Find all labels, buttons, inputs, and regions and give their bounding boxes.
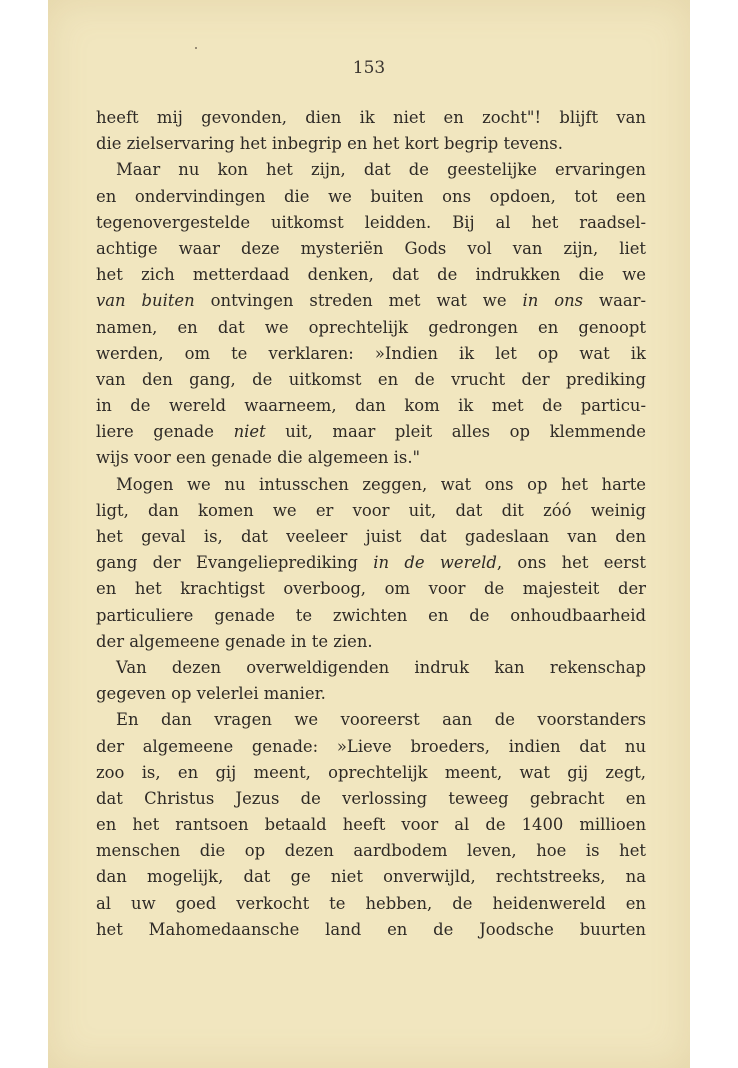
text-segment: dat Christus Jezus de verlossing teweeg gebracht en xyxy=(96,788,646,808)
text-segment: Van dezen overweldigenden indruk kan rekenschap xyxy=(116,657,646,677)
text-segment: , ons het eerst xyxy=(496,553,646,573)
text-segment: heeft mij gevonden, dien ik niet en zocht"! blijft van xyxy=(96,108,646,127)
text-line xyxy=(96,864,646,890)
italic-segment: niet xyxy=(233,422,266,442)
body-text xyxy=(96,105,646,943)
text-line xyxy=(96,576,646,602)
text-line xyxy=(96,445,646,471)
text-line xyxy=(96,786,646,812)
text-line xyxy=(96,603,646,629)
text-line xyxy=(96,707,646,733)
italic-segment: in de wereld xyxy=(373,553,497,573)
text-segment: der algemeene genade: »Lieve broeders, indien dat nu xyxy=(96,736,646,756)
text-segment: En dan vragen we vooreerst aan de voorstanders xyxy=(116,710,646,730)
page-number: 153 xyxy=(352,58,386,78)
text-segment: waar- xyxy=(583,291,646,311)
text-line xyxy=(96,393,646,419)
text-segment: en het rantsoen betaald heeft voor al de 1400 millioen xyxy=(96,815,646,835)
text-segment: achtige waar deze mysteriën Gods vol van zijn, liet xyxy=(96,238,646,258)
text-segment: al uw goed verkocht te hebben, de heidenwereld en xyxy=(96,893,646,913)
text-segment: ligt, dan komen we er voor uit, dat dit zóó weinig xyxy=(96,500,646,520)
text-line xyxy=(96,288,646,314)
text-segment: liere genade xyxy=(96,422,234,442)
text-segment: het Mahomedaansche land en de Joodsche buurten xyxy=(96,919,646,939)
text-segment: particuliere genade te zwichten en de onhoudbaarheid xyxy=(96,605,646,625)
text-segment: gang der Evangelieprediking xyxy=(96,553,374,573)
text-segment: in de wereld waarneem, dan kom ik met de particu- xyxy=(96,396,646,416)
book-page xyxy=(48,0,690,1068)
italic-segment: in ons xyxy=(522,291,584,311)
text-segment: het zich metterdaad denken, dat de indrukken die we xyxy=(96,265,646,285)
text-segment: en het krachtigst overboog, om voor de majesteit der xyxy=(96,579,646,599)
text-segment: Mogen we nu intusschen zeggen, wat ons op het harte xyxy=(116,474,646,494)
text-line xyxy=(96,838,646,864)
text-segment: namen, en dat we oprechtelijk gedrongen en genoopt xyxy=(96,317,646,337)
text-line xyxy=(96,524,646,550)
text-segment: der algemeene genade in te zien. xyxy=(96,631,373,651)
text-line xyxy=(96,760,646,786)
text-segment: menschen die op dezen aardbodem leven, hoe is het xyxy=(96,841,646,861)
text-line xyxy=(96,184,646,210)
text-segment: uit, maar pleit alles op klemmende xyxy=(265,422,646,442)
text-line xyxy=(96,681,646,707)
text-segment: ontvingen streden met wat we xyxy=(194,291,523,311)
text-segment: het geval is, dat veeleer juist dat gadeslaan van den xyxy=(96,527,646,546)
text-segment: wijs voor een genade die algemeen is." xyxy=(96,448,421,468)
text-segment: van den gang, de uitkomst en de vrucht der prediking xyxy=(96,369,646,389)
text-line xyxy=(96,498,646,524)
text-line xyxy=(96,917,646,943)
text-line xyxy=(96,131,646,157)
text-line xyxy=(96,262,646,288)
text-segment: en ondervindingen die we buiten ons opdoen, tot een xyxy=(96,186,646,206)
text-line xyxy=(96,419,646,445)
text-segment: werden, om te verklaren: »Indien ik let op wat ik xyxy=(96,343,646,363)
text-line xyxy=(96,812,646,838)
text-line xyxy=(96,891,646,917)
text-line xyxy=(96,315,646,341)
text-line xyxy=(96,236,646,262)
text-line xyxy=(96,472,646,498)
text-line xyxy=(96,367,646,393)
text-segment: zoo is, en gij meent, oprechtelijk meent, wat gij zegt, xyxy=(96,762,646,782)
italic-segment: van buiten xyxy=(96,291,195,311)
text-segment: die zielservaring het inbegrip en het kort begrip tevens. xyxy=(96,134,563,154)
text-line xyxy=(96,210,646,236)
text-line xyxy=(96,629,646,655)
text-line xyxy=(96,157,646,183)
text-line xyxy=(96,341,646,367)
text-segment: gegeven op velerlei manier. xyxy=(96,684,326,704)
text-segment: tegenovergestelde uitkomst leidden. Bij al het raadsel- xyxy=(96,212,646,232)
text-line xyxy=(96,550,646,576)
text-segment: Maar nu kon het zijn, dat de geestelijke ervaringen xyxy=(116,160,646,180)
text-line xyxy=(96,105,646,131)
text-line xyxy=(96,655,646,681)
paper-speck xyxy=(195,47,197,49)
text-segment: dan mogelijk, dat ge niet onverwijld, rechtstreeks, na xyxy=(96,867,646,887)
text-line xyxy=(96,734,646,760)
